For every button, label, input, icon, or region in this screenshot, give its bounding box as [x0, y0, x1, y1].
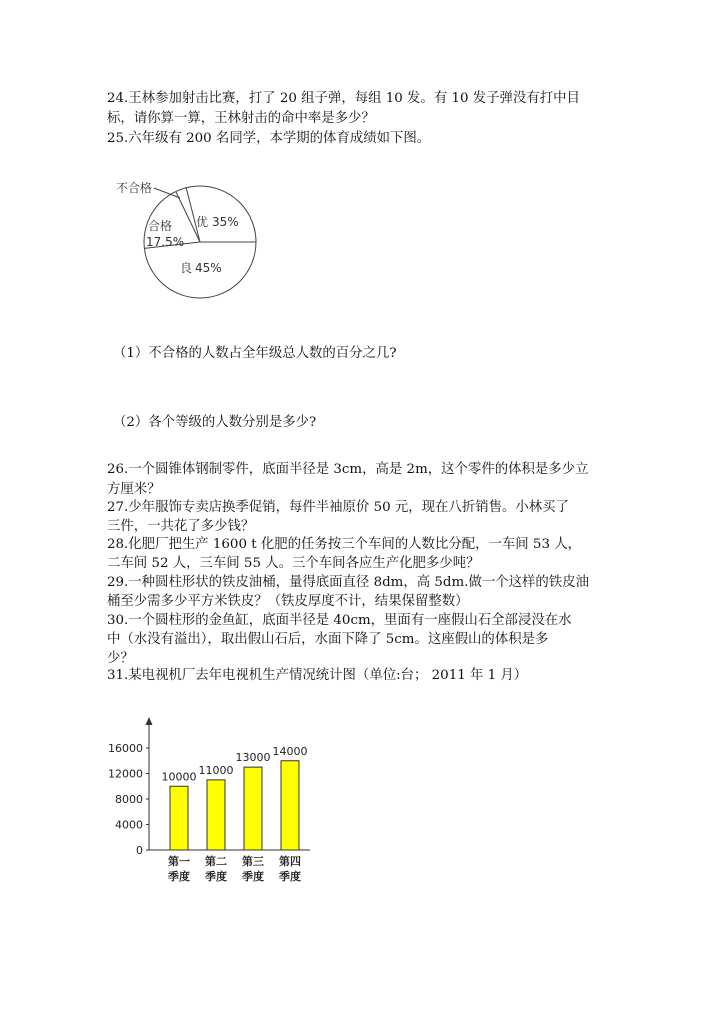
question-27-line-2: 三件，一共花了多少钱？: [107, 519, 255, 534]
pie-pct-pass: 17.5%: [146, 235, 185, 249]
pie-chart: [112, 172, 262, 304]
y-axis-arrow: [146, 717, 153, 725]
pie-label-good: 良: [180, 261, 193, 275]
question-24-line-2: 标，请你算一算，王林射击的命中率是多少？: [107, 111, 375, 126]
question-25-part-2: （2）各个等级的人数分别是多少?: [113, 415, 317, 430]
x-tick-label-4-line-2: 季度: [279, 870, 301, 883]
question-28-line-2: 二车间 52 人，三车间 55 人。三个车间各应生产化肥多少吨？: [107, 556, 480, 571]
question-26-line-1: 26.一个圆锥体钢制零件，底面半径是 3cm，高是 2m，这个零件的体积是多少立: [107, 462, 589, 477]
pie-label-pass: 合格: [148, 219, 173, 233]
question-25-part-1: （1）不合格的人数占全年级总人数的百分之几?: [113, 346, 397, 361]
bar-chart: [100, 715, 320, 890]
y-tick-label-0: 0: [136, 844, 143, 857]
question-30-line-3: 少？: [107, 651, 134, 666]
y-tick-label-1: 4000: [115, 818, 143, 832]
pie-label-excellent: 优: [196, 215, 209, 229]
pie-pct-good: 45%: [195, 261, 222, 275]
x-tick-label-2-line-1: 第二: [205, 855, 227, 868]
bar-4: [281, 761, 299, 850]
y-tick-label-4: 16000: [108, 742, 143, 755]
bar-3: [244, 767, 262, 850]
x-tick-label-2-line-2: 季度: [205, 870, 227, 883]
question-30-line-2: 中（水没有溢出），取出假山石后，水面下降了 5cm。这座假山的体积是多: [107, 632, 549, 647]
question-29-line-1: 29.一种圆柱形状的铁皮油桶，量得底面直径 8dm，高 5dm.做一个这样的铁皮油: [107, 575, 589, 590]
pie-label-fail: 不合格: [116, 181, 153, 195]
question-25: 25.六年级有 200 名同学，本学期的体育成绩如下图。: [107, 131, 431, 146]
question-27-line-1: 27.少年服饰专卖店换季促销，每件半袖原价 50 元，现在八折销售。小林买了: [107, 500, 569, 515]
y-tick-label-2: 8000: [115, 793, 143, 806]
y-tick-label-3: 12000: [108, 767, 143, 781]
x-tick-label-3-line-1: 第三: [242, 855, 264, 868]
bar-value-label-2: 11000: [198, 763, 234, 777]
bar-value-label-4: 14000: [272, 744, 308, 758]
question-30-line-1: 30.一个圆柱形的金鱼缸，底面半径是 40cm，里面有一座假山石全部浸没在水: [107, 613, 572, 628]
pie-pct-excellent: 35%: [212, 215, 239, 229]
bar-1: [170, 786, 188, 850]
question-26-line-2: 方厘米？: [107, 482, 161, 497]
bar-value-label-3: 13000: [235, 751, 271, 765]
x-tick-label-4-line-1: 第四: [279, 855, 301, 868]
bar-value-label-1: 10000: [161, 770, 197, 784]
x-tick-label-1-line-1: 第一: [168, 855, 190, 868]
x-tick-label-3-line-2: 季度: [242, 870, 264, 883]
x-tick-label-1-line-2: 季度: [168, 870, 190, 883]
question-28-line-1: 28.化肥厂把生产 1600 t 化肥的任务按三个车间的人数比分配，一车间 53 人，: [107, 537, 582, 552]
question-24-line-1: 24.王林参加射击比赛，打了 20 组子弹，每组 10 发。有 10 发子弹没有打中目: [107, 91, 580, 106]
question-29-line-2: 桶至少需多少平方米铁皮？（铁皮厚度不计，结果保留整数）: [107, 594, 469, 609]
bar-2: [207, 780, 225, 850]
question-31: 31.某电视机厂去年电视机生产情况统计图（单位:台； 2011 年 1 月）: [107, 668, 528, 683]
